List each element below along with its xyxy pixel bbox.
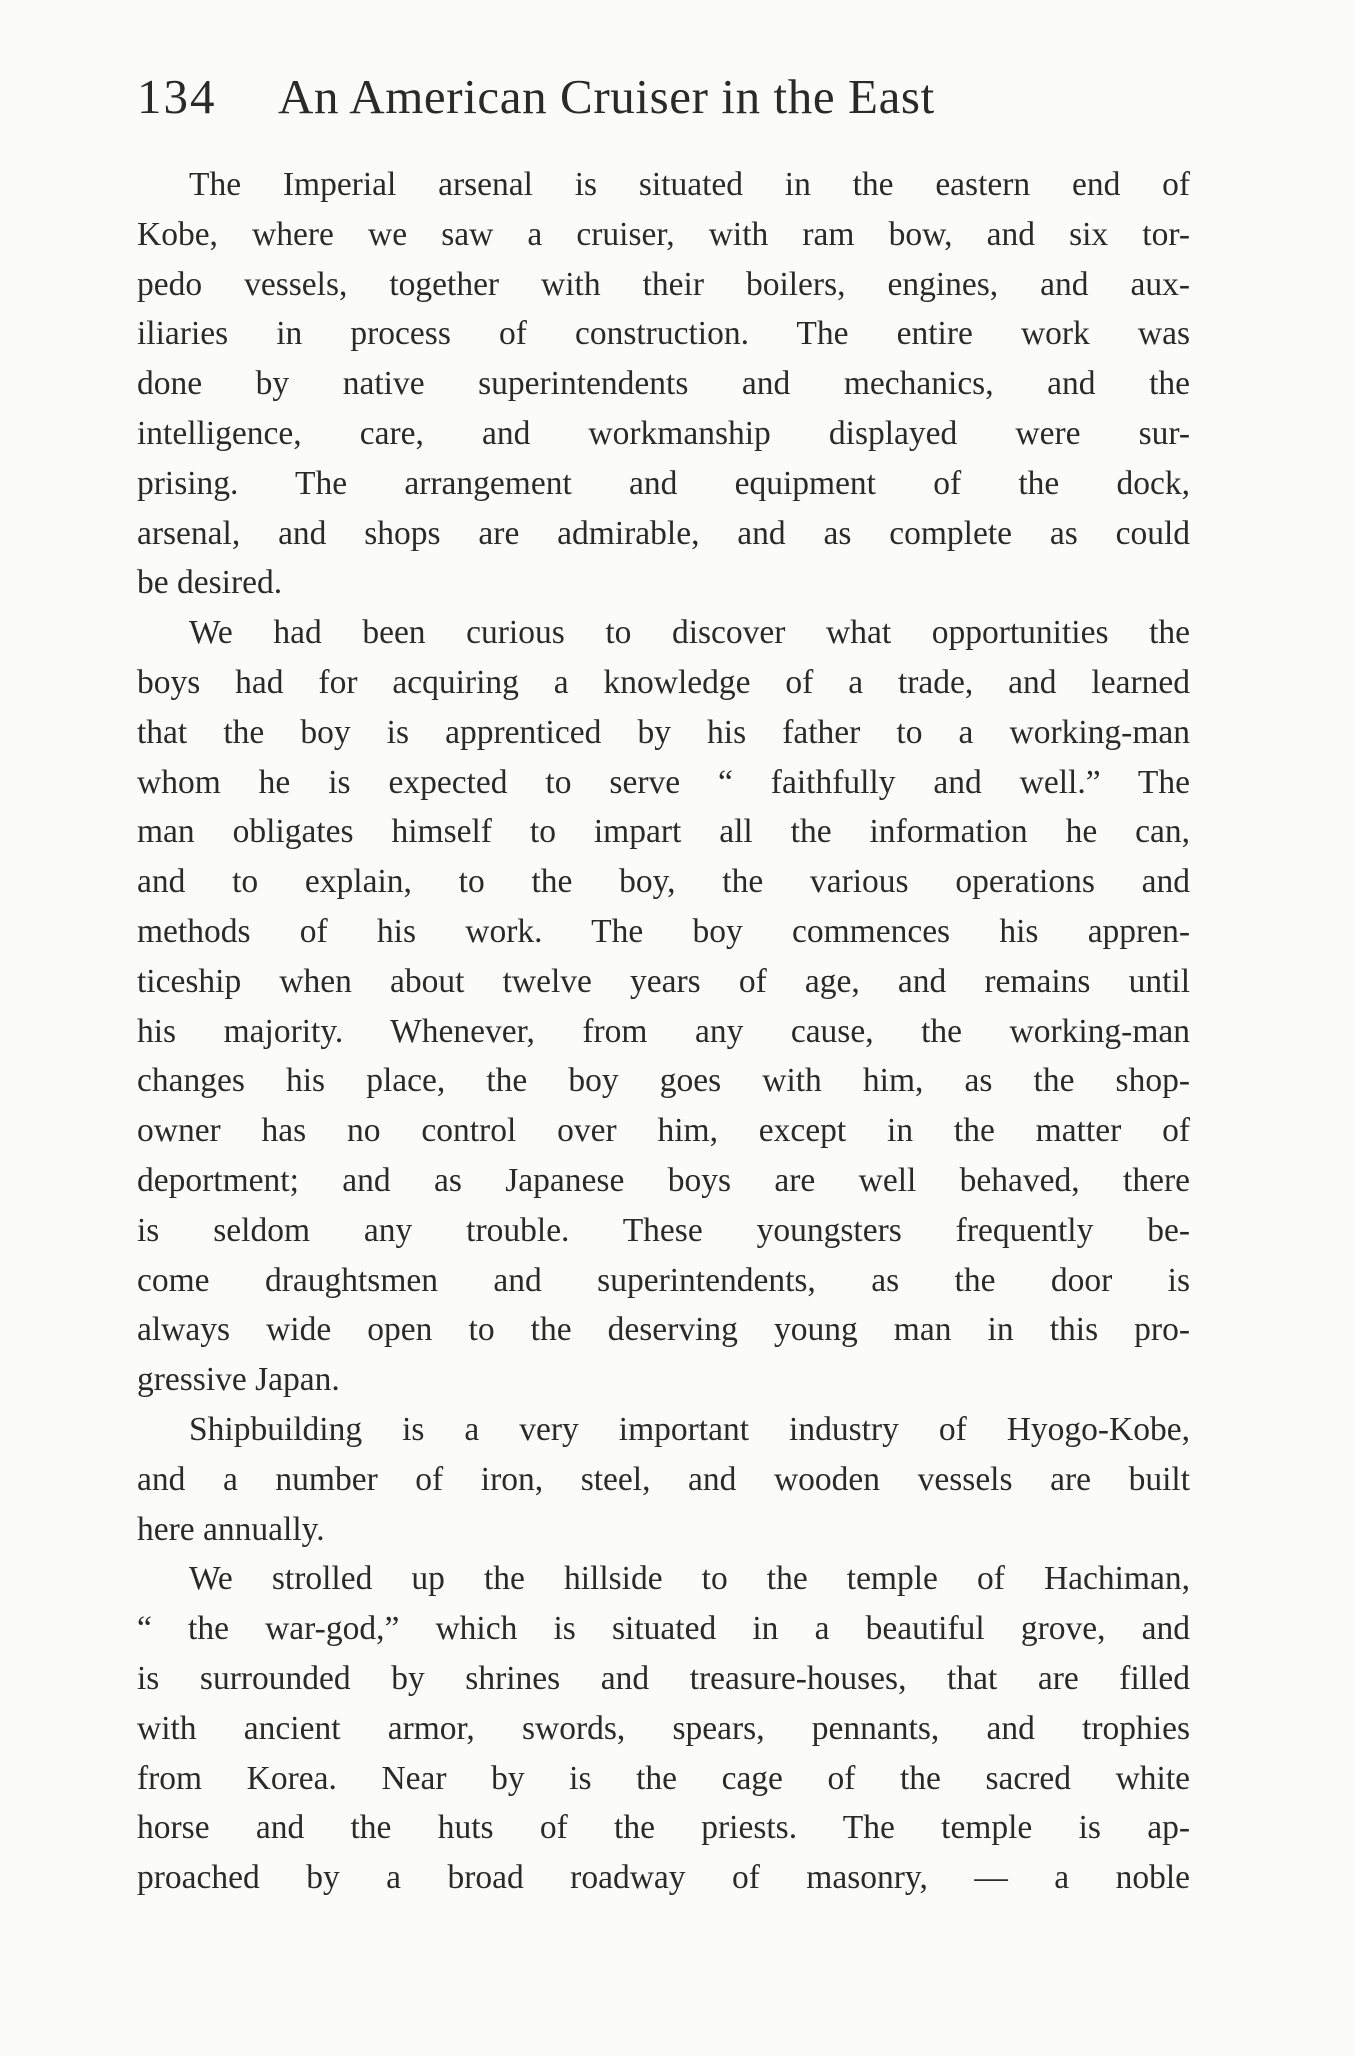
text-line: gressive Japan.	[137, 1361, 340, 1399]
text-line: pedo vessels, together with their boilers, engines, and aux-	[137, 265, 1190, 303]
text-line: methods of his work. The boy commences his appren-	[137, 912, 1190, 950]
text-line: We strolled up the hillside to the temple of Hachiman,	[189, 1560, 1190, 1598]
text-line: whom he is expected to serve “ faithfully and well.” The	[137, 763, 1190, 801]
text-line: with ancient armor, swords, spears, pennants, and trophies	[137, 1709, 1190, 1747]
text-line: man obligates himself to impart all the information he can,	[137, 813, 1190, 851]
running-head	[137, 62, 1190, 132]
text-line: iliaries in process of construction. The entire work was	[137, 315, 1190, 353]
text-line: intelligence, care, and workmanship displayed were sur-	[137, 414, 1190, 452]
text-line: arsenal, and shops are admirable, and as complete as could	[137, 514, 1190, 552]
text-line: Kobe, where we saw a cruiser, with ram bow, and six tor-	[137, 215, 1190, 253]
text-line: prising. The arrangement and equipment of the dock,	[137, 464, 1190, 502]
text-line: Shipbuilding is a very important industry of Hyogo-Kobe,	[189, 1410, 1190, 1448]
body-text	[137, 160, 1190, 1903]
text-line: and a number of iron, steel, and wooden vessels are built	[137, 1460, 1190, 1498]
text-line: his majority. Whenever, from any cause, the working-man	[137, 1012, 1190, 1050]
text-line: owner has no control over him, except in the matter of	[137, 1112, 1190, 1150]
text-line: come draughtsmen and superintendents, as the door is	[137, 1261, 1190, 1299]
text-line: We had been curious to discover what opportunities the	[189, 614, 1190, 652]
text-line: deportment; and as Japanese boys are well behaved, there	[137, 1161, 1190, 1199]
text-line: from Korea. Near by is the cage of the sacred white	[137, 1759, 1190, 1797]
text-line: done by native superintendents and mechanics, and the	[137, 365, 1190, 403]
text-line: that the boy is apprenticed by his father to a working-man	[137, 713, 1190, 751]
text-line: always wide open to the deserving young man in this pro-	[137, 1311, 1190, 1349]
text-line: is surrounded by shrines and treasure-houses, that are filled	[137, 1659, 1190, 1697]
text-line: is seldom any trouble. These youngsters frequently be-	[137, 1211, 1190, 1249]
page-number: 134	[137, 69, 217, 124]
text-line: and to explain, to the boy, the various operations and	[137, 863, 1190, 901]
text-line: boys had for acquiring a knowledge of a trade, and learned	[137, 663, 1190, 701]
text-line: changes his place, the boy goes with him, as the shop-	[137, 1062, 1190, 1100]
text-line: ticeship when about twelve years of age, and remains until	[137, 962, 1190, 1000]
text-line: “ the war-god,” which is situated in a beautiful grove, and	[137, 1610, 1190, 1648]
text-line: The Imperial arsenal is situated in the eastern end of	[189, 166, 1190, 203]
text-line: be desired.	[137, 564, 283, 602]
running-title: An American Cruiser in the East	[278, 69, 935, 124]
text-line: horse and the huts of the priests. The temple is ap-	[137, 1809, 1190, 1847]
text-line: here annually.	[137, 1510, 325, 1548]
text-line: proached by a broad roadway of masonry, — a noble	[137, 1859, 1190, 1897]
